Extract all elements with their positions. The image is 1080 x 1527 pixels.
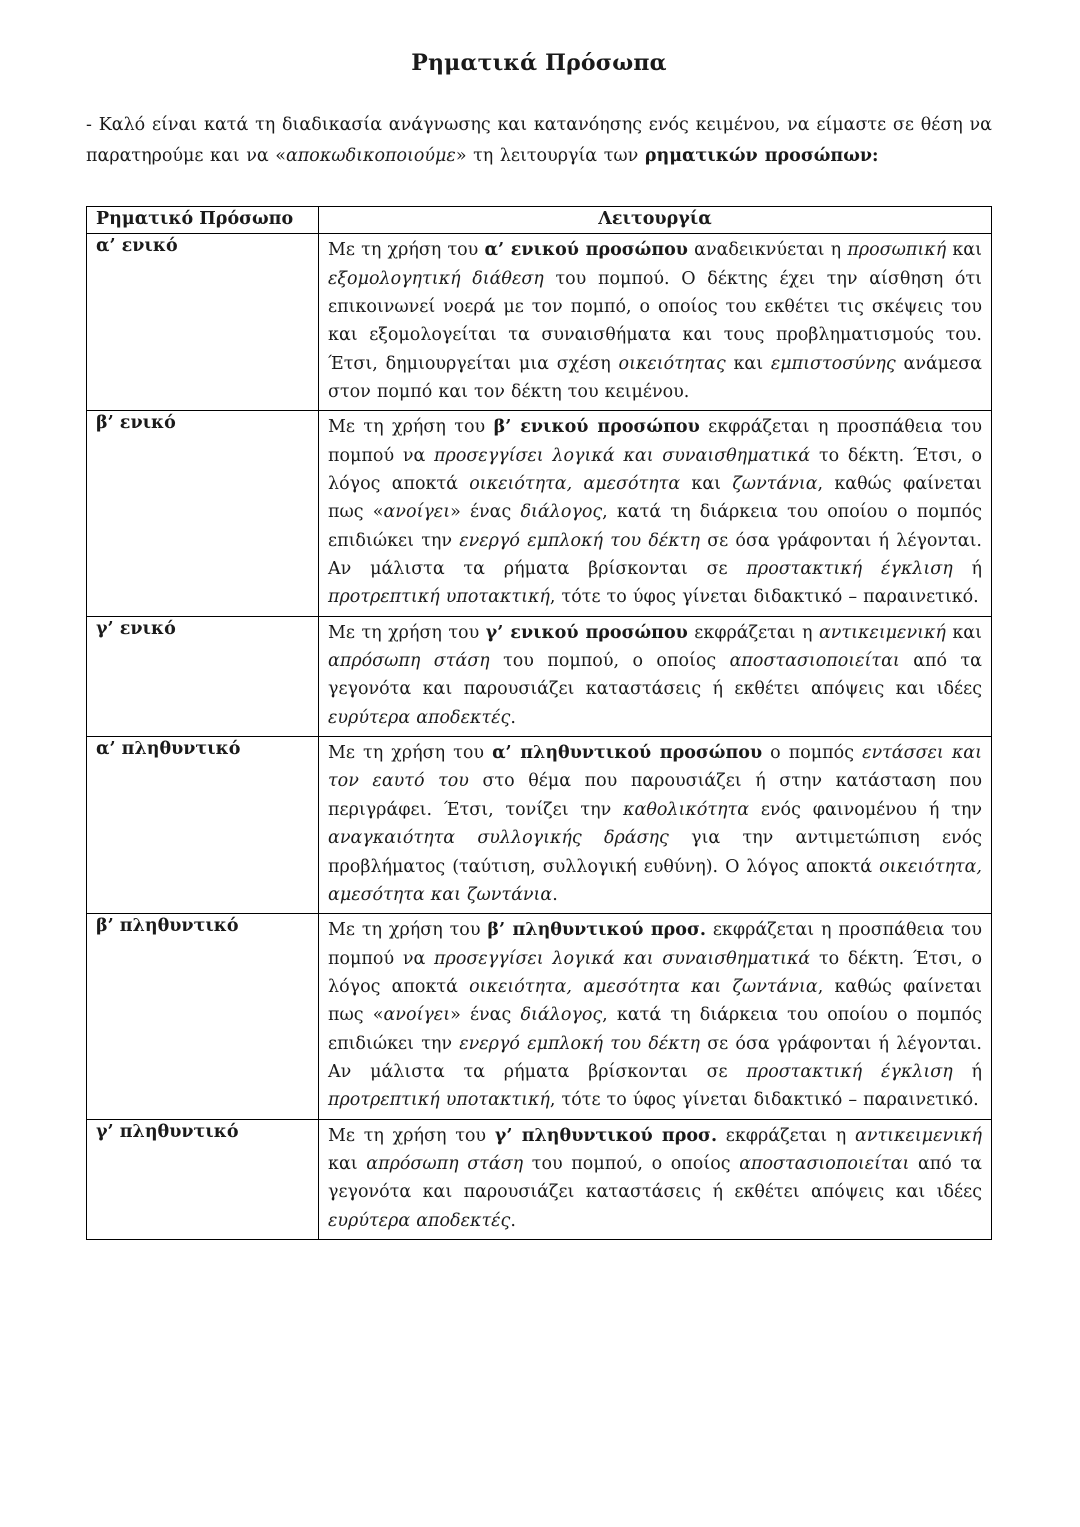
text-segment: ή	[952, 559, 982, 580]
intro-paragraph	[86, 110, 992, 172]
text-segment: από τα γεγονότα και παρουσιάζει καταστάσεις ή εκθέτει απόψεις και ιδέες	[328, 651, 982, 700]
table-row	[87, 234, 992, 411]
text-segment: στο θέμα που παρουσιάζει ή στην κατάσταση που περιγράφει. Έτσι, τονίζει την	[328, 771, 982, 820]
text-segment: .	[552, 884, 558, 905]
text-segment: και	[680, 474, 733, 495]
text-segment: ενός φαινομένου ή την	[749, 799, 982, 820]
text-segment: ανάμεσα στον πομπό και τον δέκτη του κειμένου.	[328, 353, 982, 402]
page-title: Ρηματικά Πρόσωπα	[411, 50, 667, 76]
text-segment: ή	[952, 1061, 982, 1082]
text-segment: » ένας	[450, 502, 521, 523]
text-segment: β’ ενικού προσώπου	[493, 417, 700, 438]
column-header-person: Ρηματικό Πρόσωπο	[87, 207, 319, 234]
text-segment: του πομπού, ο οποίος	[523, 1153, 740, 1174]
text-segment: ευρύτερα αποδεκτές	[328, 707, 511, 728]
table-row	[87, 914, 992, 1119]
text-segment: και	[945, 622, 982, 643]
person-cell: α’ ενικό	[87, 234, 319, 411]
text-segment: το δέκτη. Έτσι, ο λόγος αποκτά	[328, 948, 982, 997]
text-segment: ζωντάνια	[732, 474, 818, 495]
text-segment: του πομπού, ο οποίος	[489, 651, 730, 672]
text-segment: εκφράζεται η προσπάθεια του πομπού να	[328, 920, 982, 969]
function-cell	[319, 616, 992, 736]
text-segment: και	[328, 1153, 367, 1174]
person-cell: γ’ πληθυντικό	[87, 1119, 319, 1239]
text-segment: αναγκαιότητα συλλογικής δράσης	[328, 828, 669, 849]
person-cell: γ’ ενικό	[87, 616, 319, 736]
text-segment: εξομολογητική διάθεση	[328, 268, 544, 289]
text-segment: .	[510, 1210, 516, 1231]
text-segment: καθολικότητα	[623, 799, 750, 820]
text-segment: , κατά τη διάρκεια του οποίου ο πομπός επιδιώκει την	[328, 502, 983, 551]
text-segment: γ’ πληθυντικού προσ.	[494, 1125, 718, 1146]
table-row	[87, 616, 992, 736]
table-header-row	[87, 207, 992, 234]
text-segment: Με τη χρήση του	[328, 743, 493, 764]
text-segment: από τα γεγονότα και παρουσιάζει καταστάσεις ή εκθέτει απόψεις και ιδέες	[328, 1153, 982, 1203]
function-cell	[319, 737, 992, 914]
text-segment: εκφράζεται η	[717, 1125, 856, 1146]
text-segment: , καθώς φαίνεται πως «	[328, 474, 982, 523]
text-segment: εκφράζεται η	[687, 622, 819, 643]
text-segment: οικειότητας	[618, 353, 726, 374]
text-segment: γ’ ενικού προσώπου	[485, 622, 688, 643]
text-segment: αποκωδικοποιούμε	[285, 146, 456, 167]
text-segment: ρηματικών προσώπων:	[644, 146, 879, 167]
text-segment: , κατά τη διάρκεια του οποίου ο πομπός επιδιώκει την	[328, 1005, 983, 1054]
text-segment: διάλογος	[520, 502, 603, 523]
text-segment: Με τη χρήση του	[328, 417, 494, 438]
text-segment: α’ πληθυντικού προσώπου	[492, 743, 763, 764]
text-segment: , τότε το ύφος γίνεται διδακτικό – παραινετικό.	[549, 587, 979, 608]
text-segment: οικειότητα, αμεσότητα	[469, 474, 681, 495]
text-segment: » τη λειτουργία των	[455, 146, 645, 167]
text-segment: ο πομπός	[762, 743, 863, 764]
verbal-persons-table	[86, 206, 992, 1240]
function-cell	[319, 914, 992, 1119]
text-segment: β’ πληθυντικού προσ.	[487, 920, 706, 941]
function-cell	[319, 411, 992, 616]
text-segment: α’ ενικού προσώπου	[484, 240, 688, 261]
function-cell	[319, 234, 992, 411]
text-segment: αντικειμενική	[855, 1125, 982, 1146]
text-segment: εκφράζεται η προσπάθεια του πομπού να	[328, 417, 982, 466]
text-segment: Με τη χρήση του	[328, 920, 488, 941]
column-header-function: Λειτουργία	[319, 207, 992, 234]
person-cell: β’ ενικό	[87, 411, 319, 616]
text-segment: και	[725, 353, 771, 374]
text-segment: » ένας	[450, 1005, 521, 1026]
text-segment: αποστασιοποιείται	[729, 651, 900, 672]
text-segment: εντάσσει και τον εαυτό του	[328, 743, 982, 792]
text-segment: προτρεπτική υποτακτική	[328, 587, 550, 608]
text-segment: το δέκτη. Έτσι, ο λόγος αποκτά	[328, 445, 982, 495]
text-segment: - Καλό είναι κατά τη διαδικασία ανάγνωσης και κατανόησης ενός κειμένου, να είμαστε σε θέση να παρατηρούμε και να «	[86, 115, 992, 167]
text-segment: προσεγγίσει λογικά και συναισθηματικά	[434, 948, 811, 969]
text-segment: , τότε το ύφος γίνεται διδακτικό – παραινετικό.	[549, 1090, 979, 1111]
text-segment: , καθώς φαίνεται πως «	[328, 976, 982, 1026]
text-segment: προστακτική έγκλιση	[746, 559, 953, 580]
text-segment: σε όσα γράφονται ή λέγονται. Αν μάλιστα τα ρήματα βρίσκονται σε	[328, 530, 982, 580]
table-row	[87, 1119, 992, 1239]
text-segment: ανοίγει	[383, 1005, 451, 1026]
text-segment: οικειότητα, αμεσότητα και ζωντάνια	[328, 856, 982, 905]
text-segment: προσεγγίσει λογικά και συναισθηματικά	[434, 445, 811, 466]
text-segment: για την αντιμετώπιση ενός προβλήματος (ταύτιση, συλλογική ευθύνη). Ο λόγος αποκτά	[328, 828, 982, 877]
text-segment: προστακτική έγκλιση	[746, 1061, 953, 1082]
function-cell	[319, 1119, 992, 1239]
text-segment: αντικειμενική	[818, 622, 946, 643]
text-segment: προτρεπτική υποτακτική	[328, 1090, 550, 1111]
text-segment: απρόσωπη στάση	[328, 651, 490, 672]
table-row	[87, 411, 992, 616]
text-segment: ενεργό εμπλοκή του δέκτη	[459, 1033, 700, 1054]
text-segment: ευρύτερα αποδεκτές	[328, 1210, 511, 1231]
text-segment: εμπιστοσύνης	[770, 353, 896, 374]
text-segment: .	[510, 707, 516, 728]
text-segment: αποστασιοποιείται	[739, 1153, 910, 1174]
text-segment: Με τη χρήση του	[328, 622, 486, 643]
text-segment: του πομπού. Ο δέκτης έχει την αίσθηση ότι επικοινωνεί νοερά με τον πομπό, ο οποίος του εκθέτει τις σκέψεις του και εξομολογείται τα συναισθήματα και τους προβληματισμούς του. Έτσι, δημιουργείται μια σχέση	[328, 268, 983, 374]
text-segment: ενεργό εμπλοκή του δέκτη	[459, 530, 700, 551]
text-segment: οικειότητα, αμεσότητα και ζωντάνια	[469, 976, 818, 997]
text-segment: διάλογος	[520, 1005, 603, 1026]
text-segment: προσωπική	[847, 240, 947, 261]
table-row	[87, 737, 992, 914]
text-segment: Με τη χρήση του	[328, 240, 485, 261]
person-cell: β’ πληθυντικό	[87, 914, 319, 1119]
text-segment: σε όσα γράφονται ή λέγονται. Αν μάλιστα τα ρήματα βρίσκονται σε	[328, 1033, 982, 1082]
person-cell: α’ πληθυντικό	[87, 737, 319, 914]
table-body	[87, 234, 992, 1240]
text-segment: απρόσωπη στάση	[366, 1153, 524, 1174]
text-segment: αναδεικνύεται η	[687, 240, 848, 261]
text-segment: Με τη χρήση του	[328, 1125, 495, 1146]
text-segment: και	[946, 240, 982, 261]
text-segment: ανοίγει	[383, 502, 451, 523]
